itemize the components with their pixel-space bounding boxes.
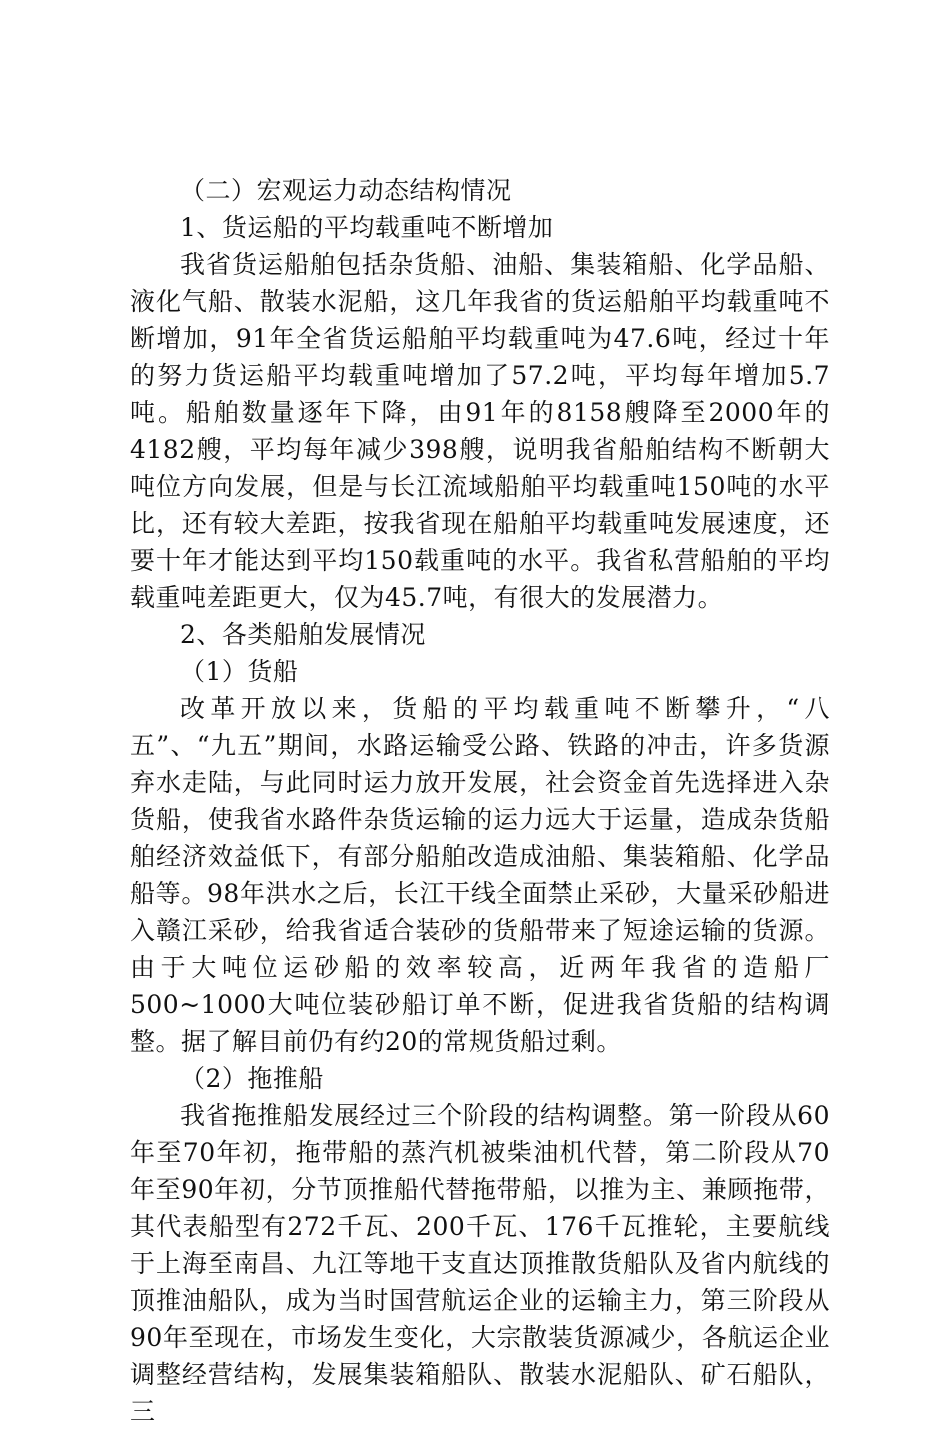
paragraph-1: 我省货运船舶包括杂货船、油船、集装箱船、化学品船、液化气船、散装水泥船，这几年我省的货运船舶平均载重吨不断增加，91年全省货运船舶平均载重吨为47.6吨，经过十年的努力货运船平均载重吨增加了57.2吨，平均每年增加5.7吨。船舶数量逐年下降，由91年的8158艘降至2000年的4182艘，平均每年减少398艘，说明我省船舶结构不断朝大吨位方向发展，但是与长江流域船舶平均载重吨150吨的水平比，还有较大差距，按我省现在船舶平均载重吨发展速度，还要十年才能达到平均150载重吨的水平。我省私营船舶的平均载重吨差距更大，仅为45.7吨，有很大的发展潜力。 [130, 250, 830, 612]
document-body [130, 172, 830, 1430]
section-title: （二）宏观运力动态结构情况 [180, 176, 512, 205]
paragraph-2: 改革开放以来，货船的平均载重吨不断攀升，“八五”、“九五”期间，水路运输受公路、铁路的冲击，许多货源弃水走陆，与此同时运力放开发展，社会资金首先选择进入杂货船，使我省水路件杂货运输的运力远大于运量，造成杂货船舶经济效益低下，有部分船舶改造成油船、集装箱船、化学品船等。98年洪水之后，长江干线全面禁止采砂，大量采砂船进入赣江采砂，给我省适合装砂的货船带来了短途运输的货源。由于大吨位运砂船的效率较高，近两年我省的造船厂500~1000大吨位装砂船订单不断，促进我省货船的结构调整。据了解目前仍有约20的常规货船过剩。 [130, 694, 830, 1056]
subsection-1-title: 1、货运船的平均载重吨不断增加 [180, 213, 554, 242]
paragraph-3: 我省拖推船发展经过三个阶段的结构调整。第一阶段从60年至70年初，拖带船的蒸汽机被柴油机代替，第二阶段从70年至90年初，分节顶推船代替拖带船，以推为主、兼顾拖带，其代表船型有272千瓦、200千瓦、176千瓦推轮，主要航线于上海至南昌、九江等地干支直达顶推散货船队及省内航线的顶推油船队，成为当时国营航运企业的运输主力，第三阶段从90年至现在，市场发生变化，大宗散装货源减少，各航运企业调整经营结构，发展集装箱船队、散装水泥船队、矿石船队，三 [130, 1101, 830, 1426]
subsection-2-title: 2、各类船舶发展情况 [180, 620, 426, 649]
item-2-title: （2）拖推船 [180, 1064, 324, 1093]
item-1-title: （1）货船 [180, 657, 299, 686]
